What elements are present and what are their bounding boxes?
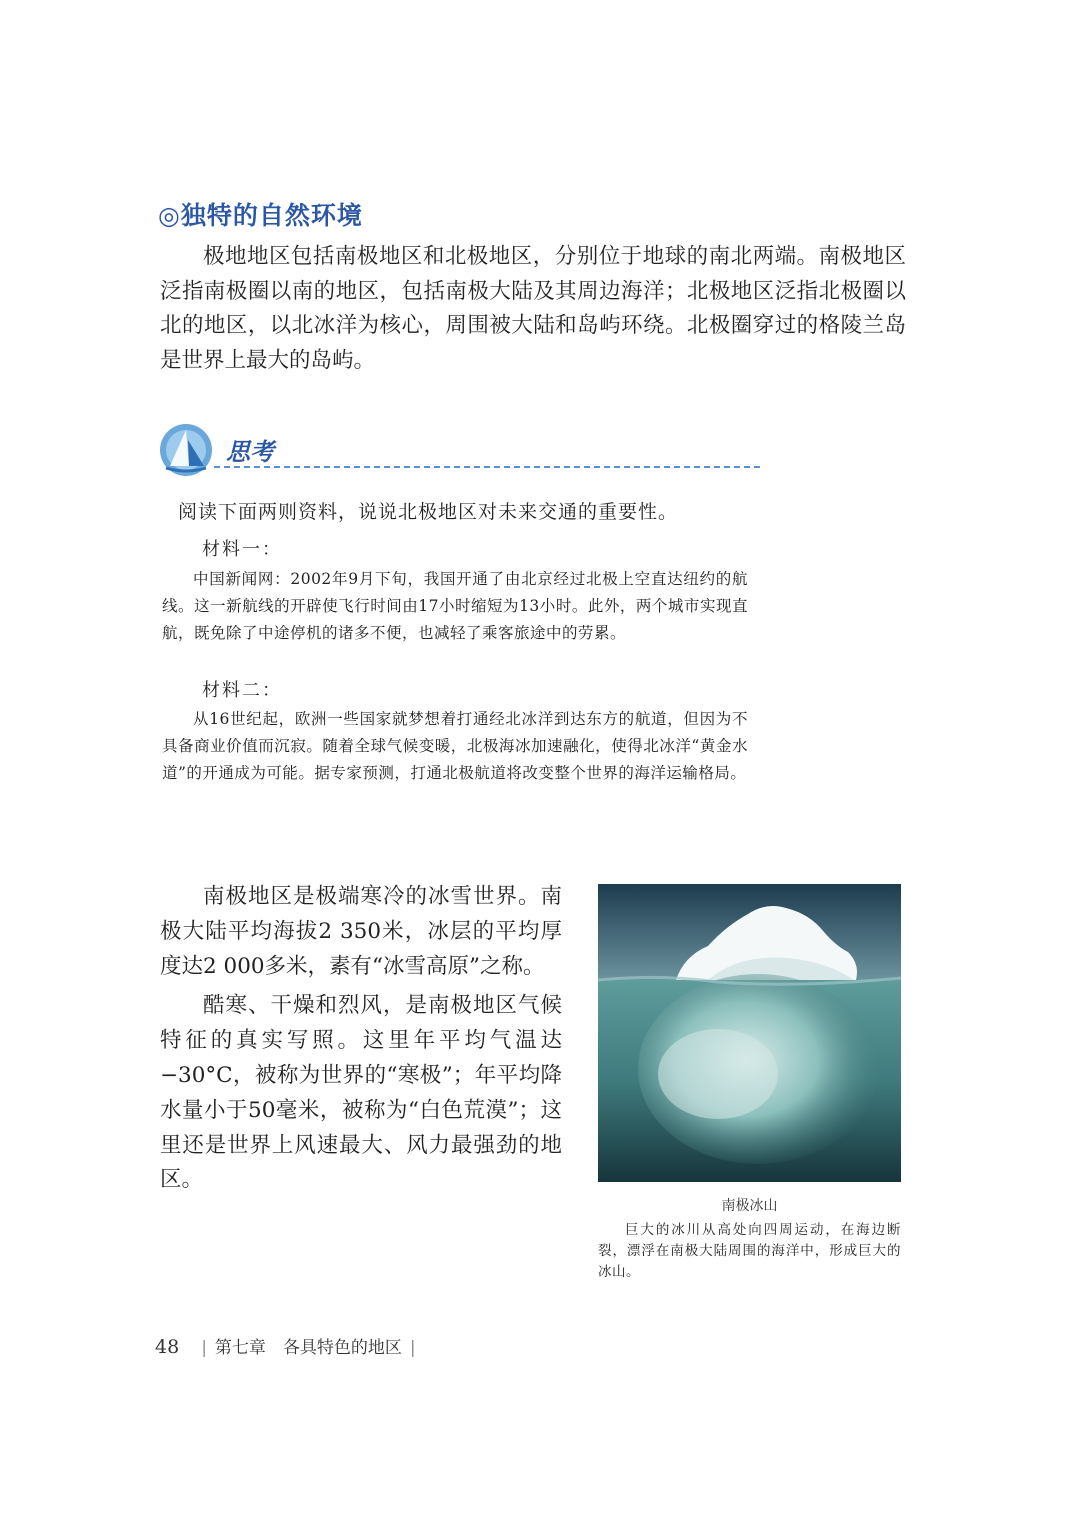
iceberg-photo (598, 884, 901, 1182)
figure-caption-title: 南极冰山 (721, 1198, 778, 1214)
dashed-divider (214, 466, 760, 468)
material2-label: 材料二： (202, 680, 282, 701)
footer-separator: | (409, 1338, 416, 1358)
page-number: 48 (155, 1336, 180, 1358)
figure-caption-text: 巨大的冰川从高处向四周运动，在海边断裂，漂浮在南极大陆周围的海洋中，形成巨大的冰山。 (598, 1222, 901, 1280)
section-title: ◎独特的自然环境 (158, 201, 363, 230)
material1-label: 材料一： (202, 539, 282, 560)
material1-text: 中国新闻网：2002年9月下旬，我国开通了由北京经过北极上空直达纽约的航线。这一新航线的开辟使飞行时间由17小时缩短为13小时。此外，两个城市实现直航，既免除了中途停机的诸多不便，也减轻了乘客旅途中的劳累。 (162, 570, 748, 642)
think-title: 思考 (226, 438, 274, 466)
think-question: 阅读下面两则资料，说说北极地区对未来交通的重要性。 (178, 501, 679, 523)
intro-paragraph: 极地地区包括南极地区和北极地区，分别位于地球的南北两端。南极地区泛指南极圈以南的地区，包括南极大陆及其周边海洋；北极地区泛指北极圈以北的地区，以北冰洋为核心，周围被大陆和岛屿环绕。北极圈穿过的格陵兰岛是世界上最大的岛屿。 (160, 244, 906, 373)
chapter-title: 第七章 各具特色的地区 (214, 1338, 402, 1358)
think-icon (158, 422, 214, 478)
body-paragraph-1: 南极地区是极端寒冷的冰雪世界。南极大陆平均海拔2 350米，冰层的平均厚度达2 000多米，素有“冰雪高原”之称。 (160, 884, 562, 979)
body-paragraph-2: 酷寒、干燥和烈风，是南极地区气候特征的真实写照。这里年平均气温达−30°C，被称为世界的“寒极”；年平均降水量小于50毫米，被称为“白色荒漠”；这里还是世界上风速最大、风力最强劲的地区。 (160, 993, 562, 1193)
footer-separator: | (201, 1338, 207, 1358)
page-footer (155, 1333, 424, 1358)
material2-text: 从16世纪起，欧洲一些国家就梦想着打通经北冰洋到达东方的航道，但因为不具备商业价值而沉寂。随着全球气候变暖，北极海冰加速融化，使得北冰洋“黄金水道”的开通成为可能。据专家预测，打通北极航道将改变整个世界的海洋运输格局。 (162, 710, 748, 782)
body-column (160, 880, 562, 1203)
